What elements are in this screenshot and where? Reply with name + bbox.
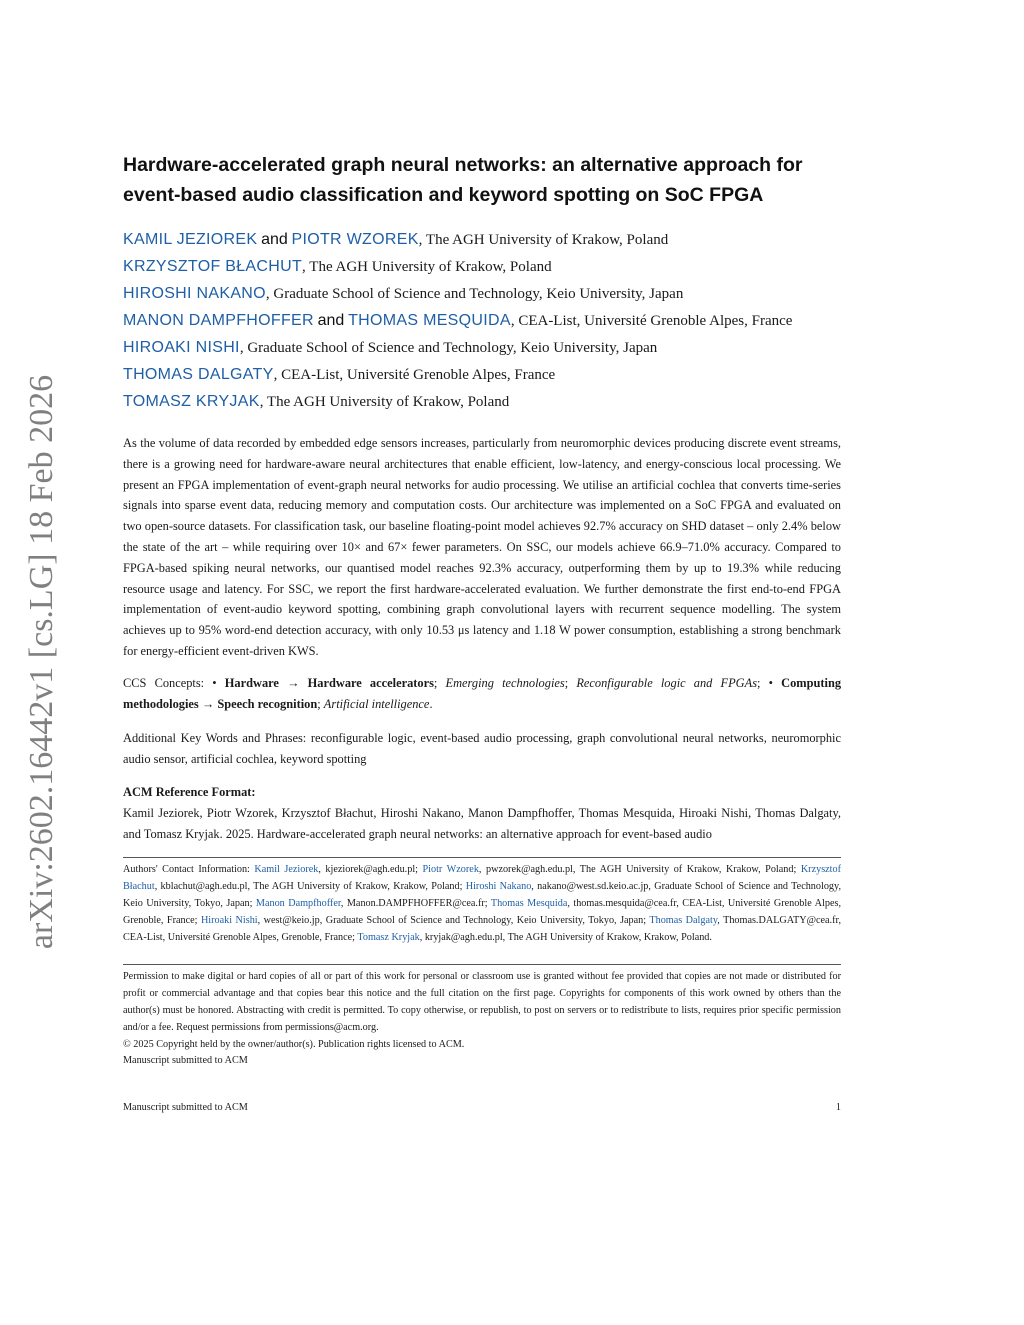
author-line — [123, 361, 841, 388]
contact-information — [123, 862, 841, 946]
ccs-reconfigurable: Reconfigurable logic and FPGAs — [576, 675, 758, 690]
contact-name[interactable]: Tomasz Kryjak — [357, 931, 420, 943]
page-number: 1 — [835, 1102, 841, 1113]
contact-details: , pwzorek@agh.edu.pl, The AGH University of Krakow, Krakow, Poland; — [478, 864, 801, 876]
author-name[interactable]: PIOTR WZOREK — [291, 231, 419, 248]
reference-body: Kamil Jeziorek, Piotr Wzorek, Krzysztof Błachut, Hiroshi Nakano, Manon Dampfhoffer, Thomas Mesquida, Hiroaki Nishi, Thomas Dalgaty, and Tomasz Kryjak. 2025. Hardware-accelerated graph neural networks: an alternative approach for event-based audio — [123, 805, 841, 841]
ccs-bullet: • — [768, 675, 782, 690]
ccs-hardware: Hardware — [224, 675, 279, 690]
footer-venue: Manuscript submitted to ACM — [123, 1102, 248, 1113]
contact-name[interactable]: Manon Dampfhoffer — [255, 897, 341, 909]
author-name[interactable]: HIROSHI NAKANO — [123, 285, 266, 302]
divider — [123, 857, 841, 858]
author-line — [123, 226, 841, 253]
contact-prefix: Authors' Contact Information: — [123, 864, 255, 876]
contact-details: , kjeziorek@agh.edu.pl; — [318, 864, 423, 876]
contact-name[interactable]: Hiroaki Nishi — [200, 914, 258, 926]
author-affiliation: , Graduate School of Science and Technology, Keio University, Japan — [239, 340, 658, 356]
author-affiliation: , The AGH University of Krakow, Poland — [259, 394, 510, 410]
author-name[interactable]: THOMAS MESQUIDA — [348, 312, 511, 329]
ccs-ai: Artificial intelligence — [323, 696, 430, 711]
ccs-emerging: Emerging technologies — [445, 675, 565, 690]
author-affiliation: , CEA-List, Université Grenoble Alpes, France — [510, 313, 793, 329]
author-line — [123, 334, 841, 361]
author-name[interactable]: KAMIL JEZIOREK — [123, 231, 258, 248]
author-line — [123, 388, 841, 415]
ccs-sep: ; — [757, 675, 769, 690]
and-word: and — [317, 312, 345, 329]
permission-notice: Permission to make digital or hard copies of all or part of this work for personal or classroom use is granted without fee provided that copies are not made or distributed for profit or commercial advantage and that copies bear this notice and the full citation on the first page. Copyrights for components of this work owned by others than the author(s) must be honored. Abstracting with credit is permitted. To copy otherwise, or republish, to post on servers or to redistribute to lists, requires prior specific permission and/or a fee. Request permissions from permissions@acm.org. — [123, 971, 841, 1033]
divider — [123, 964, 841, 965]
arxiv-sidebar-stamp — [12, 372, 72, 952]
manuscript-note: Manuscript submitted to ACM — [123, 1055, 248, 1067]
contact-details: , nakano@west.sd.keio.ac.jp, Graduate School of Science and Technology, Keio University, Tokyo, Japan; — [123, 881, 841, 909]
ccs-sep: ; — [564, 675, 577, 690]
title-line-2: event-based audio classification and keyword spotting on SoC FPGA — [123, 184, 764, 206]
title-line-1: Hardware-accelerated graph neural networks: an alternative approach for — [123, 154, 803, 176]
contact-details: , west@keio.jp, Graduate School of Science and Technology, Keio University, Tokyo, Japan; — [257, 914, 650, 926]
contact-name[interactable]: Piotr Wzorek — [422, 864, 479, 876]
author-affiliation: , Graduate School of Science and Technology, Keio University, Japan — [265, 286, 684, 302]
reference-heading: ACM Reference Format: — [123, 784, 256, 799]
and-word: and — [261, 231, 288, 248]
page-footer — [123, 1100, 841, 1116]
author-line — [123, 253, 841, 280]
contact-details: , kryjak@agh.edu.pl, The AGH University of Krakow, Krakow, Poland. — [419, 931, 712, 943]
ccs-speech: Speech recognition — [217, 696, 318, 711]
arxiv-id: arXiv:2602.16442v1 [cs.LG] 18 Feb 2026 — [23, 374, 60, 950]
copyright-notice: © 2025 Copyright held by the owner/author(s). Publication rights licensed to ACM. — [123, 1038, 465, 1050]
ccs-sep: ; — [433, 675, 446, 690]
author-affiliation: , The AGH University of Krakow, Poland — [302, 259, 552, 275]
contact-name[interactable]: Thomas Mesquida — [490, 897, 568, 909]
author-list — [123, 226, 841, 415]
contact-name[interactable]: Krzysztof Błachut — [123, 864, 841, 893]
contact-name[interactable]: Kamil Jeziorek — [254, 864, 319, 876]
contact-details: , Manon.DAMPFHOFFER@cea.fr; — [340, 897, 491, 909]
keywords: Additional Key Words and Phrases: reconfigurable logic, event-based audio processing, graph convolutional neural networks, neuromorphic audio sensor, artificial cochlea, keyword spotting — [123, 731, 841, 767]
ccs-concepts — [123, 673, 841, 715]
author-line — [123, 280, 841, 307]
ccs-hardware-accelerators: Hardware accelerators — [307, 675, 434, 690]
ccs-label: CCS Concepts: — [123, 675, 213, 690]
contact-details: , thomas.mesquida@cea.fr, CEA-List, Université Grenoble Alpes, Grenoble, France; — [123, 897, 841, 926]
contact-name[interactable]: Hiroshi Nakano — [465, 881, 532, 893]
author-name[interactable]: THOMAS DALGATY — [123, 366, 274, 383]
author-affiliation: , CEA-List, Université Grenoble Alpes, France — [273, 367, 556, 383]
author-name[interactable]: TOMASZ KRYJAK — [123, 393, 260, 410]
ccs-sep: ; — [317, 696, 324, 711]
ccs-arrow: → — [198, 696, 218, 711]
author-line — [123, 307, 841, 334]
ccs-end: . — [429, 696, 433, 711]
ccs-bullet: • — [212, 675, 225, 690]
contact-details: , kblachut@agh.edu.pl, The AGH University of Krakow, Krakow, Poland; — [154, 881, 466, 893]
author-affiliation: , The AGH University of Krakow, Poland — [418, 232, 669, 248]
author-name[interactable]: KRZYSZTOF BŁACHUT — [123, 258, 303, 275]
paper-first-page — [123, 150, 841, 1070]
author-name[interactable]: MANON DAMPFHOFFER — [123, 312, 314, 329]
ccs-computing: Computing methodologies — [123, 675, 842, 711]
abstract: As the volume of data recorded by embedded edge sensors increases, particularly from neuromorphic devices producing discrete event streams, there is a growing need for hardware-aware neural architectures that enable efficient, low-latency, and energy-conscious local processing. We present an FPGA implementation of event-graph neural networks for audio processing. We utilise an artificial cochlea that converts time-series signals into sparse event data, reducing memory and computation costs. Our architecture was implemented on a SoC FPGA and evaluated on two open-source datasets. For classification task, our baseline floating-point model achieves 92.7% accuracy on SHD dataset – only 2.4% below the state of the art – while requiring over 10× and 67× fewer parameters. On SSC, our models achieve 66.9–71.0% accuracy. Compared to FPGA-based spiking neural networks, our quantised model reaches 92.3% accuracy, outperforming them by up to 19.3% while reducing resource usage and latency. For SSC, we report the first hardware-accelerated evaluation. We further demonstrate the first end-to-end FPGA implementation of event-audio keyword spotting, combining graph convolutional layers with recurrent sequence modelling. The system achieves up to 95% word-end detection accuracy, with only 10.53 μs latency and 1.18 W power consumption, establishing a strong benchmark for energy-efficient event-driven KWS. — [123, 436, 841, 658]
contact-name[interactable]: Thomas Dalgaty — [649, 914, 718, 926]
author-name[interactable]: HIROAKI NISHI — [123, 339, 240, 356]
paper-title — [123, 150, 841, 210]
ccs-arrow: → — [278, 675, 308, 690]
contact-details: , Thomas.DALGATY@cea.fr, CEA-List, Université Grenoble Alpes, Grenoble, France; — [123, 914, 842, 943]
